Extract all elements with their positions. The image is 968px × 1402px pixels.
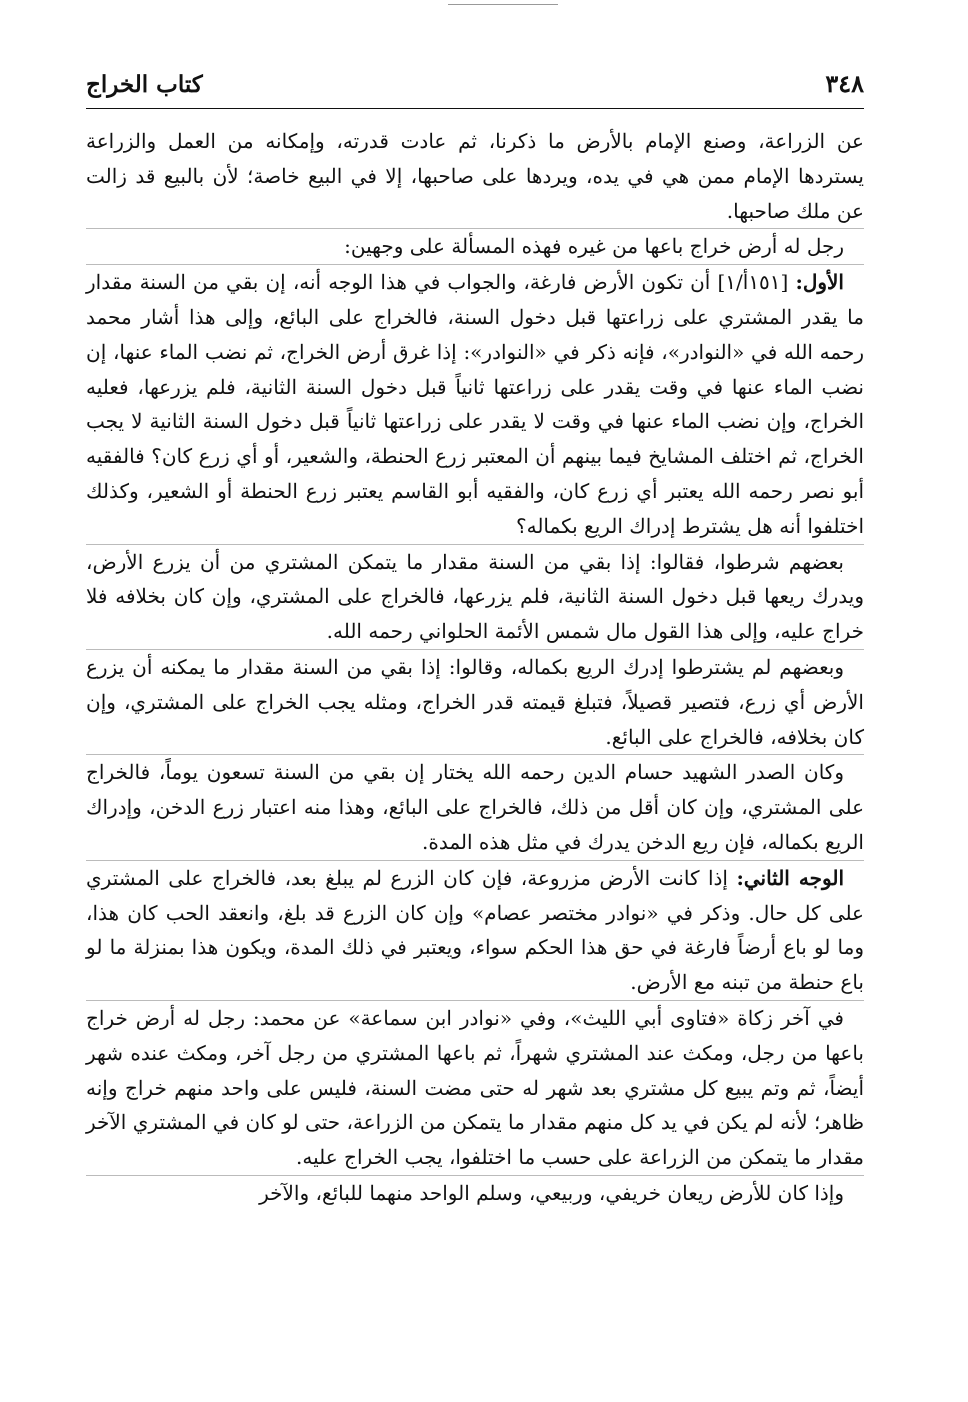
paragraph <box>86 1001 864 1175</box>
paragraph-text: [١٥١أ/١] أن تكون الأرض فارغة، والجواب في هذا الوجه أنه، إن بقي من السنة مقدار ما يقدر المشتري على زراعتها قبل دخول السنة، فالخراج على البائع، وإلى هذا أشار محمد رحمه الله في «النوادر»، فإنه ذكر في «النوادر»: إذا غرق أرض الخراج، ثم نضب الماء عنها، إن نضب الماء عنها في وقت يقدر على زراعتها ثانياً قبل دخول السنة الثانية، فلم يزرعها، فعليه الخراج، وإن نضب الماء عنها في وقت لا يقدر على زراعتها ثانياً قبل دخول السنة الثانية لا يجب الخراج، ثم اختلف المشايخ فيما بينهم أن المعتبر زرع الحنطة، والشعير، أو أي زرع كان؟ فالفقيه أبو نصر رحمه الله يعتبر أي زرع كان، والفقيه أبو القاسم يعتبر زرع الحنطة أو الشعير، وكذلك اختلفوا أنه هل يشترط إدراك الريع بكماله؟ <box>86 270 864 538</box>
paragraph <box>86 861 864 1000</box>
paragraph <box>86 755 864 859</box>
paragraph-text: وإذا كان للأرض ريعان خريفي، وربيعي، وسلم الواحد منهما للبائع، والآخر <box>259 1180 844 1205</box>
paragraph-text: بعضهم شرطوا، فقالوا: إذا بقي من السنة مقدار ما يتمكن المشتري من أن يزرع الأرض، ويدرك ريعها قبل دخول السنة الثانية، فلم يزرعها، فالخراج على المشتري، وإن كان بخلافه فلا خراج عليه، وإلى هذا القول مال شمس الأئمة الحلواني رحمه الله. <box>86 549 864 644</box>
paragraph-text: إذا كانت الأرض مزروعة، فإن كان الزرع لم يبلغ بعد، فالخراج على المشتري على كل حال. وذكر في «نوادر مختصر عصام» وإن كان الزرع قد بلغ، وانعقد الحب كان هذا، وما لو باع أرضاً فارغة في حق هذا الحكم سواء، ويعتبر في ذلك المدة، ويكون هذا بمنزلة ما لو باع حنطة من تبنه مع الأرض. <box>86 865 864 995</box>
paragraph-text: وكان الصدر الشهيد حسام الدين رحمه الله يختار إن بقي من السنة تسعون يوماً، فالخراج على المشتري، وإن كان أقل من ذلك، فالخراج على البائع، وهذا منه اعتبار زرع الدخن، وإدراك الريع بكماله، فإن ريع الدخن يدرك في مثل هذه المدة. <box>86 760 864 854</box>
paragraph <box>86 1176 864 1211</box>
page-body <box>86 124 864 1394</box>
paragraph <box>86 545 864 649</box>
paragraph-text: وبعضهم لم يشترطوا إدرك الريع بكماله، وقالوا: إذا بقي من السنة مقدار ما يمكنه أن يزرع الأرض أي زرع، فتصير قصيلاً، فتبلغ قيمته قدر الخراج، ومثله يجب الخراج على المشتري، وإن كان بخلافه، فالخراج على البائع. <box>86 654 864 749</box>
page-number: ٣٤٨ <box>825 69 864 98</box>
paragraph <box>86 650 864 754</box>
paragraph <box>86 124 864 228</box>
paragraph <box>86 265 864 543</box>
paragraph-lead: الأول: <box>795 270 844 295</box>
paragraph <box>86 229 864 264</box>
paragraph-lead: الوجه الثاني: <box>736 865 844 890</box>
page-header <box>86 58 864 98</box>
paragraph-text: في آخر زكاة «فتاوى أبي الليث»، وفي «نوادر ابن سماعة» عن محمد: رجل له أرض خراج باعها من رجل، ومكث عند المشتري شهراً، ثم باعها المشتري من رجل آخر، ومكث عنده شهر أيضاً، ثم وتم يبيع كل مشتري بعد شهر له حتى مضت السنة، فليس على واحد منهم خراج وإنه ظاهر؛ لأنه لم يكن في يد كل منهم مقدار ما يتمكن من الزراعة، حتى لو كان في المشتري الآخر مقدار ما يتمكن من الزراعة على حسب ما اختلفوا، يجب الخراج عليه. <box>86 1005 864 1170</box>
paragraph-text: رجل له أرض خراج باعها من غيره فهذه المسألة على وجهين: <box>344 234 844 259</box>
paragraph-text: عن الزراعة، وصنع الإمام بالأرض ما ذكرنا، ثم عادت قدرته، وإمكانه من العمل والزراعة يستردها الإمام ممن هي في يده، ويردها على صاحبها، إلا في البيع خاصة؛ لأن بالبيع قد زالت عن ملك صاحبها. <box>86 129 864 223</box>
running-title: كتاب الخراج <box>86 71 203 98</box>
header-divider <box>86 108 864 109</box>
top-edge-rule <box>448 4 558 5</box>
